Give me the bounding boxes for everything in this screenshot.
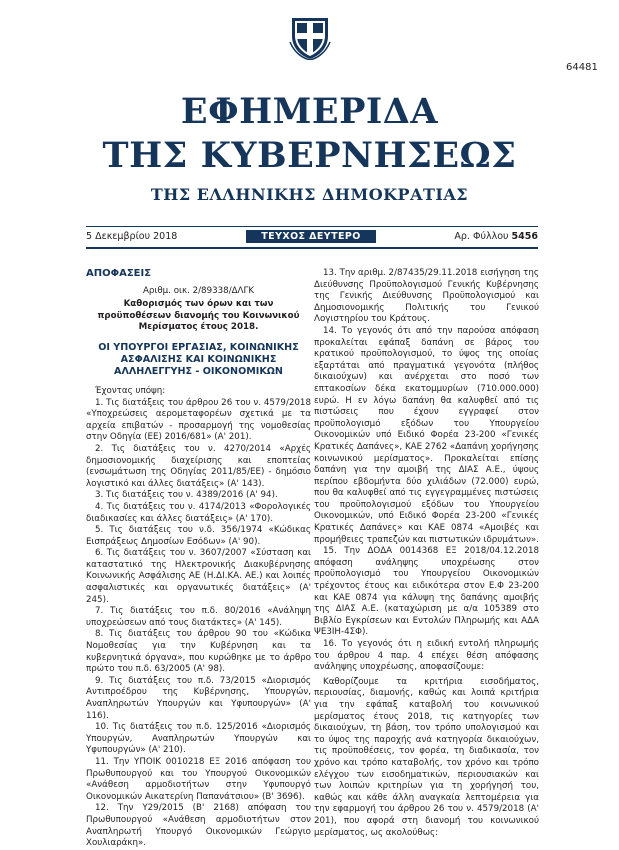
list-item: 7. Τις διατάξεις του π.δ. 80/2016 «Ανάληψη υποχρεώσεων από τους διατάκτες» (Α' 145).: [86, 606, 311, 628]
sheet-label: Αρ. Φύλλου: [454, 231, 509, 242]
list-item: 14. Το γεγονός ότι από την παρούσα απόφαση προκαλείται εφάπαξ δαπάνη σε βάρος του κρατικού προϋπολογισμού, το ύψος της οποίας εξαρτάται από πραγματικά γεγονότα (πλήθος δικαιούχων) και ανέρχεται στο ποσό των επτακοσίων δέκα εκατομμυρίων (710.000.000) ευρώ. Η εν λόγω δαπάνη θα καλυφθεί από τις πιστώσεις που έχουν εγγραφεί στον προϋπολογισμό εξόδων του Υπουργείου Οικονομικών υπό Ειδικό Φορέα 23-200 «Γενικές Κρατικές Δαπάνες», ΚΑΕ 2762 «Δαπάνη χορήγησης κοινωνικού μερίσματος». Προκαλείται επίσης δαπάνη για την αμοιβή της ΔΙΑΣ Α.Ε., ύψους περίπου εβδομήντα δύο χιλιάδων (72.000) ευρώ, που θα καλυφθεί από τις εγγεγραμμένες πιστώσεις του προϋπολογισμού εξόδων του Υπουργείου Οικονομικών, υπό Ειδικό Φορέα 23-200 «Γενικές Κρατικές Δαπάνες» και ΚΑΕ 0874 «Αμοιβές και προμήθειες τραπεζών και πιστωτικών ιδρυμάτων».: [314, 325, 540, 545]
list-item: 10. Τις διατάξεις του π.δ. 125/2016 «Διορισμός Υπουργών, Αναπληρωτών Υπουργών και Υφυπουργών» (Α' 210).: [86, 722, 311, 756]
list-item: 11. Την ΥΠΟΙΚ 0010218 ΕΞ 2016 απόφαση του Πρωθυπουργού και του Υπουργού Οικονομικών «Ανάθεση αρμοδιοτήτων στην Υφυπουργό Οικονομικών Αικατερίνη Παπανάτσιου» (Β' 3696).: [86, 756, 311, 802]
left-column: [86, 268, 311, 850]
decision-title: Καθορισμός των όρων και των προϋποθέσεων διανομής του Κοινωνικού Μερίσματος έτους 2018.: [97, 299, 300, 333]
list-item: 3. Τις διατάξεις του ν. 4389/2016 (Α' 94).: [95, 490, 278, 501]
list-item: 13. Την αριθμ. 2/87435/29.11.2018 εισήγηση της Διεύθυνσης Προϋπολογισμού Γενικής Κυβέρνησης της Γενικής Διεύθυνσης Προϋπολογισμού και Δημοσιονομικής Πολιτικής του Γενικού Λογιστηρίου του Κράτους.: [314, 268, 539, 325]
bottom-rule: [86, 247, 538, 249]
list-item: 16. Το γεγονός ότι η ειδική εντολή πληρωμής του άρθρου 4 παρ. 4 επέχει θέση απόφασης ανάληψης υποχρέωσης, αποφασίζουμε:: [314, 639, 539, 673]
section-title: ΑΠΟΦΑΣΕΙΣ: [86, 268, 152, 279]
list-item: 5. Τις διατάξεις του ν.δ. 356/1974 «Κώδικας Εισπράξεως Δημοσίων Εσόδων» (Α' 90).: [86, 525, 311, 547]
issue-bar: [86, 230, 538, 244]
list-item: 1. Τις διατάξεις του άρθρου 26 του ν. 4579/2018 «Υποχρεώσεις αερομεταφορέων σχετικά με τα αρχεία επιβατών - προσαρμογή της νομοθεσίας στην Οδηγία (ΕΕ) 2016/681» (Α' 201).: [86, 397, 311, 443]
list-item: 15. Την ΔΟΔΑ 0014368 ΕΞ 2018/04.12.2018 απόφαση ανάληψης υποχρέωσης στον προϋπολογισμό του Υπουργείου Οικονομικών τρέχοντος έτους και ειδικότερα στον Ε.Φ 23-200 και ΚΑΕ 0874 για κάλυψη της δαπάνης αμοιβής της ΔΙΑΣ Α.Ε. (καταχώριση με α/α 105389 στο Βιβλίο Εγκρίσεων και Εντολών Πληρωμής και ΑΔΑ ΨΕ3ΙΗ-4ΣΦ).: [314, 546, 539, 638]
list-item: 9. Τις διατάξεις του π.δ. 73/2015 «Διορισμός Αντιπροέδρου της Κυβέρνησης, Υπουργών, Αναπληρωτών Υπουργών και Υφυπουργών» (Α' 116).: [86, 675, 311, 721]
list-item: 6. Τις διατάξεις του ν. 3607/2007 «Σύσταση και καταστατικό της Ηλεκτρονικής Διακυβέρνησης Κοινωνικής Ασφάλισης ΑΕ (Η.ΔΙ.ΚΑ. ΑΕ.) και λοιπές ασφαλιστικές και οργανωτικές διατάξεις» (Α' 245).: [86, 548, 311, 605]
issue-type: ΤΕΥΧΟΣ ΔΕΥΤΕΡΟ: [246, 230, 376, 243]
top-rule: [86, 226, 538, 227]
list-item: 8. Τις διατάξεις του άρθρου 90 του «Κώδικα Νομοθεσίας για την Κυβέρνηση και τα κυβερνητικά όργανα», που κυρώθηκε με το άρθρο πρώτο του π.δ. 63/2005 (Α' 98).: [86, 629, 311, 675]
greek-coat-of-arms-icon: [288, 14, 332, 60]
intro-text: Έχοντας υπόψη:: [95, 385, 166, 396]
issue-sheet: [454, 231, 538, 242]
list-item: 2. Τις διατάξεις του ν. 4270/2014 «Αρχές δημοσιονομικής διαχείρισης και εποπτείας (ενσωμάτωση της Οδηγίας 2011/85/ΕΕ) - δημόσιο λογιστικό και άλλες διατάξεις» (Α' 143).: [86, 443, 311, 489]
masthead-republic: ΤΗΣ ΕΛΛΗΝΙΚΗΣ ΔΗΜΟΚΡΑΤΙΑΣ: [150, 185, 469, 204]
list-item: 12. Την Υ29/2015 (Β' 2168) απόφαση του Πρωθυπουργού «Ανάθεση αρμοδιοτήτων στον Αναπληρωτή Υπουργό Οικονομικών Γεώργιο Χουλιαράκη».: [86, 803, 311, 849]
issuing-authority: ΟΙ ΥΠΟΥΡΓΟΙ ΕΡΓΑΣΙΑΣ, ΚΟΙΝΩΝΙΚΗΣ ΑΣΦΑΛΙΣΗΣ ΚΑΙ ΚΟΙΝΩΝΙΚΗΣ ΑΛΛΗΛΕΓΓΥΗΣ - ΟΙΚΟΝΟΜΙΚΩΝ: [98, 341, 299, 377]
list-item: 4. Τις διατάξεις του ν. 4174/2013 «Φορολογικές διαδικασίες και άλλες διατάξεις» (Α' 170).: [86, 501, 311, 524]
decision-number: Αριθμ. οικ. 2/89338/ΔΛΓΚ: [142, 285, 255, 296]
masthead-subtitle: ΤΗΣ ΚΥΒΕΡΝΗΣΕΩΣ: [102, 135, 517, 176]
masthead-title: ΕΦΗΜΕΡΙΔΑ: [180, 91, 439, 132]
sheet-number: 5456: [511, 231, 538, 242]
decision-text: Καθορίζουμε τα κριτήρια εισοδήματος, περιουσίας, διαμονής, καθώς και λοιπά κριτήρια για την εφάπαξ καταβολή του κοινωνικού μερίσματος έτους 2018, τις κατηγορίες των δικαιούχων, τη βάση, τον τρόπο υπολογισμού και το ύψος της παροχής ανά κατηγορία δικαιούχων, τις προϋποθέσεις, τον φορέα, τη διαδικασία, τον χρόνο και τρόπο καταβολής, τον χρόνο και τρόπο ελέγχου των εισοδηματικών, περιουσιακών και των λοιπών κριτηρίων για τη χορήγησή του, καθώς και κάθε άλλη αναγκαία λεπτομέρεια για την εφαρμογή του άρθρου 26 του ν. 4579/2018 (Α' 201), που αφορά στη διανομή του κοινωνικού μερίσματος, ως ακολούθως:: [314, 676, 539, 838]
right-column: [314, 268, 539, 839]
page-number: 64481: [566, 62, 598, 73]
issue-date: 5 Δεκεμβρίου 2018: [86, 231, 178, 242]
